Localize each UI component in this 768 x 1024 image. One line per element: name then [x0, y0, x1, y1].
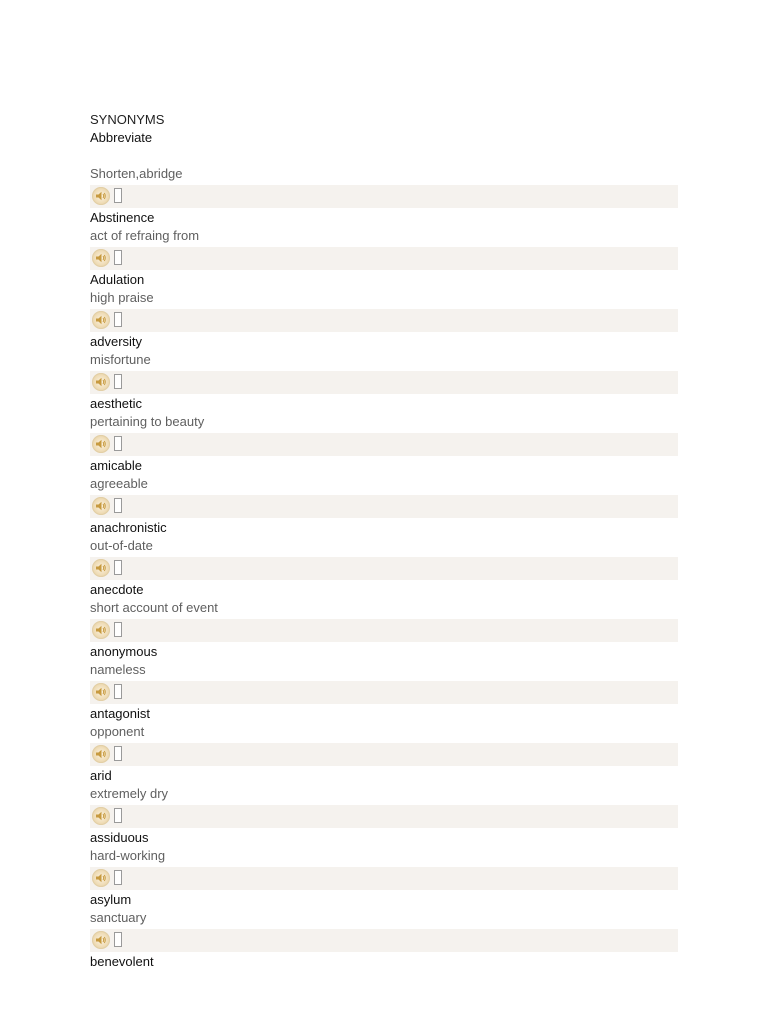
entry-meaning: opponent [90, 724, 145, 739]
missing-glyph-icon [114, 312, 122, 327]
entry-word: assiduous [90, 830, 149, 845]
speaker-audio-icon[interactable] [92, 683, 110, 701]
speaker-audio-icon[interactable] [92, 869, 110, 887]
entry-meaning: out-of-date [90, 538, 153, 553]
blank-line [90, 147, 678, 165]
audio-bar [90, 805, 678, 828]
speaker-audio-icon[interactable] [92, 745, 110, 763]
entry-word: antagonist [90, 706, 150, 721]
synonyms-document [90, 111, 678, 971]
entry-meaning: act of refraing from [90, 228, 200, 243]
entry-word: arid [90, 768, 112, 783]
entry-word: Abstinence [90, 210, 155, 225]
audio-bar [90, 371, 678, 394]
entry-meaning: short account of event [90, 600, 218, 615]
speaker-audio-icon[interactable] [92, 807, 110, 825]
entry-meaning: pertaining to beauty [90, 414, 205, 429]
entry-meaning: hard-working [90, 848, 166, 863]
entry-word: amicable [90, 458, 143, 473]
missing-glyph-icon [114, 684, 122, 699]
entry-word: adversity [90, 334, 143, 349]
missing-glyph-icon [114, 808, 122, 823]
document-title: SYNONYMS [90, 112, 165, 127]
entry-meaning: misfortune [90, 352, 151, 367]
entry-meaning: Shorten,abridge [90, 166, 183, 181]
speaker-audio-icon[interactable] [92, 373, 110, 391]
speaker-audio-icon[interactable] [92, 435, 110, 453]
missing-glyph-icon [114, 498, 122, 513]
speaker-audio-icon[interactable] [92, 311, 110, 329]
audio-bar [90, 185, 678, 208]
entry-word: anecdote [90, 582, 144, 597]
speaker-audio-icon[interactable] [92, 497, 110, 515]
audio-bar [90, 929, 678, 952]
missing-glyph-icon [114, 374, 122, 389]
speaker-audio-icon[interactable] [92, 187, 110, 205]
entry-word: anachronistic [90, 520, 167, 535]
entry-word: Abbreviate [90, 130, 153, 145]
speaker-audio-icon[interactable] [92, 931, 110, 949]
entry-meaning: extremely dry [90, 786, 169, 801]
entry-word: anonymous [90, 644, 158, 659]
missing-glyph-icon [114, 560, 122, 575]
missing-glyph-icon [114, 436, 122, 451]
audio-bar [90, 743, 678, 766]
entry-list [90, 185, 678, 971]
entry-word: benevolent [90, 954, 154, 969]
missing-glyph-icon [114, 746, 122, 761]
missing-glyph-icon [114, 932, 122, 947]
audio-bar [90, 495, 678, 518]
audio-bar [90, 309, 678, 332]
entry-meaning: sanctuary [90, 910, 147, 925]
audio-bar [90, 557, 678, 580]
audio-bar [90, 867, 678, 890]
entry-word: aesthetic [90, 396, 143, 411]
entry-meaning: nameless [90, 662, 146, 677]
audio-bar [90, 619, 678, 642]
audio-bar [90, 433, 678, 456]
audio-bar [90, 681, 678, 704]
entry-meaning: high praise [90, 290, 154, 305]
missing-glyph-icon [114, 870, 122, 885]
entry-word: Adulation [90, 272, 145, 287]
entry-meaning: agreeable [90, 476, 148, 491]
audio-bar [90, 247, 678, 270]
speaker-audio-icon[interactable] [92, 621, 110, 639]
missing-glyph-icon [114, 622, 122, 637]
speaker-audio-icon[interactable] [92, 559, 110, 577]
entry-word: asylum [90, 892, 132, 907]
speaker-audio-icon[interactable] [92, 249, 110, 267]
missing-glyph-icon [114, 188, 122, 203]
missing-glyph-icon [114, 250, 122, 265]
